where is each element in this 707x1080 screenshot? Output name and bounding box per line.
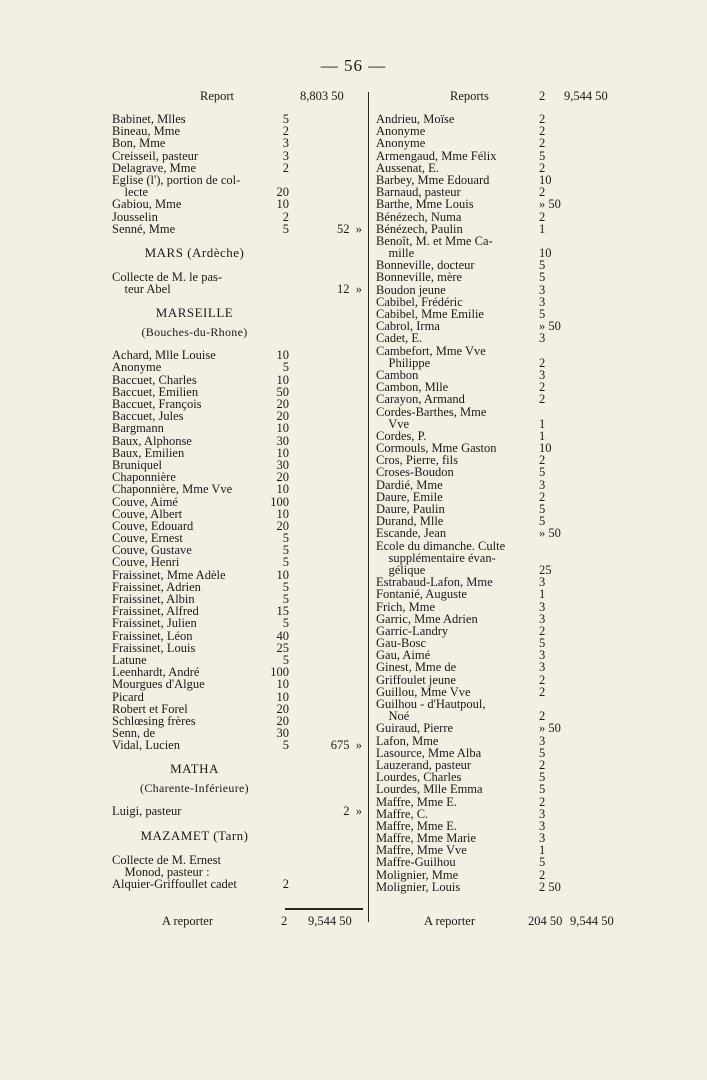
donation-amount: 3 [539,331,546,346]
donation-amount: 10 [276,421,289,436]
donation-amount: 2 [539,124,546,139]
donor-row [112,569,362,581]
donor-name: Escande, Jean [376,526,447,541]
donor-name: Maffre-Guilhou [376,855,456,870]
donation-amount: 2 [539,136,546,151]
donation-amount: 3 [539,733,546,748]
donor-name: Baccuet, Emilien [112,384,199,399]
donation-amount: 25 [276,640,289,655]
donor-row [112,617,362,629]
donor-name: Chaponnière [112,470,176,485]
donation-amount: 1 [539,843,546,858]
donor-row [376,406,571,418]
donation-amount: 3 [539,294,546,309]
donor-name: Bénézech, Numa [376,209,462,224]
donation-amount: 2 [539,453,546,468]
donation-amount: 2 [282,124,289,139]
donation-amount: 2 [539,185,546,200]
donor-name: Benoît, M. et Mme Ca- [376,233,493,248]
donation-amount: 100 [270,494,289,509]
donor-name: Aussenat, E. [376,160,439,175]
donor-name: Frich, Mme [376,599,436,614]
donation-amount: » 50 [539,526,561,541]
donor-name: supplémentaire évan- [376,550,496,565]
section-total: 12 » [337,282,362,297]
donation-amount: 3 [539,648,546,663]
donor-name: Gau-Bosc [376,636,426,651]
section-total: 2 » [343,804,362,819]
donation-amount: 1 [539,416,546,431]
donation-amount: 10 [539,246,552,261]
donation-amount: 2 [539,160,546,175]
donation-amount: 5 [282,531,289,546]
donor-name: Armengaud, Mme Félix [376,148,497,163]
donor-row [376,527,571,539]
donation-amount: 5 [539,502,546,516]
donation-amount: 10 [539,172,552,187]
donor-name: Barbey, Mme Edouard [376,172,490,187]
donor-row [376,601,571,613]
section-subtitle: (Charente-Inférieure) [140,781,249,796]
donor-name: Baccuet, François [112,397,202,411]
donation-amount: 5 [282,652,289,667]
donor-row [112,223,362,235]
donor-name: Achard, Mlle Louise [112,348,216,363]
donation-amount: 5 [539,745,546,760]
donor-name: Bonneville, docteur [376,258,475,273]
donor-name: Bargmann [112,421,164,436]
donation-amount: 10 [276,567,289,582]
donor-name: Barnaud, pasteur [376,185,461,200]
donor-name: Guilhou - d'Hautpoul, [376,697,486,711]
donor-name: Garric, Mme Adrien [376,611,478,626]
donor-name: Baux, Emilien [112,445,185,460]
donor-name: Cabibel, Frédéric [376,294,463,309]
donor-name: Lourdes, Mlle Emma [376,782,483,797]
left-header-label: Report [200,89,235,103]
donor-name: Fraissinet, Louis [112,640,196,655]
section-gap [112,751,362,759]
donor-name: Mourgues d'Algue [112,677,205,692]
donor-row [112,137,362,149]
donation-amount: 10 [276,506,289,521]
donor-name: Baux, Alphonse [112,433,192,448]
donor-row [376,198,571,210]
donor-row [112,174,362,186]
donor-name: Fraissinet, Albin [112,592,195,606]
donation-amount: 20 [276,518,289,533]
donation-amount: 2 [539,209,546,224]
donation-amount: 2 50 [539,879,561,894]
donation-amount: 3 [539,831,546,846]
section-gap [112,235,362,243]
donor-name: Fontanié, Auguste [376,587,467,602]
donor-name: Baccuet, Jules [112,409,184,424]
donation-amount: 2 [539,623,546,638]
donor-name: Griffoulet jeune [376,672,456,687]
section-gap [112,818,362,826]
donation-amount: 10 [276,197,289,212]
right-footer-total: 9,544 50 [570,914,614,928]
donor-row [376,735,571,747]
donation-amount: 5 [282,360,289,375]
donor-row [376,796,571,808]
donor-row [112,878,362,890]
page-number: — 56 — [320,56,387,75]
donor-name: Estrabaud-Lafon, Mme [376,575,493,590]
donation-amount: 1 [539,428,546,443]
donor-name: Fraissinet, Julien [112,616,197,631]
donor-name: Maffre, Mme E. [376,818,457,833]
donor-row [112,854,362,866]
donation-amount: 2 [539,380,546,395]
donor-name: Couve, Ernest [112,531,183,546]
donation-amount: 5 [539,782,546,797]
donor-name: Maffre, Mme Vve [376,843,467,858]
donation-amount: 5 [282,543,289,558]
donor-name: Schlœsing frères [112,713,196,728]
column-divider [368,92,369,922]
donation-amount: 3 [539,806,546,821]
donation-amount: » 50 [539,721,561,736]
donation-amount: 2 [539,672,546,687]
donor-name: Anonyme [376,136,426,151]
donor-name: Creisseil, pasteur [112,148,199,163]
donation-amount: 3 [539,477,546,492]
donation-amount: 3 [539,575,546,590]
donor-name: Babinet, Mlles [112,112,186,126]
donation-amount: 10 [276,689,289,704]
donation-amount: 5 [539,770,546,785]
donation-amount: 2 [539,794,546,809]
donor-name: Leenhardt, André [112,665,200,680]
donation-amount: 20 [276,713,289,728]
donor-name: Lauzerand, pasteur [376,757,472,772]
donor-row [112,496,362,508]
donation-amount: 10 [276,445,289,460]
donor-name: Latune [112,652,147,667]
donor-name: Anonyme [376,124,426,139]
left-header-total: 8,803 50 [300,89,344,103]
donation-amount: » 50 [539,319,561,334]
donor-name: Andrieu, Moïse [376,112,455,126]
donor-name: Jousselin [112,209,158,224]
donation-amount: 30 [276,726,289,741]
donation-amount: 3 [282,148,289,163]
donor-row [376,881,571,893]
donor-name: Eglise (l'), portion de col- [112,172,241,187]
donor-row [112,642,362,654]
donor-name: Cordes-Barthes, Mme [376,404,487,419]
donor-row [376,869,571,881]
section-title: MARS (Ardèche) [144,244,245,260]
donor-name: Cabibel, Mme Emilie [376,307,484,321]
donor-name: Noé [376,709,410,724]
donation-amount: 2 [539,867,546,882]
donation-amount: 5 [539,636,546,651]
donation-amount: 2 [282,160,289,175]
donor-row [112,283,362,295]
section-total: 52 » [337,221,362,236]
donation-amount: 5 [282,555,289,570]
donor-row [376,722,571,734]
donor-row [376,271,571,283]
section-total: 675 » [330,738,362,753]
donation-amount: 3 [539,367,546,382]
donor-row [376,332,571,344]
donor-name: Luigi, pasteur [112,804,182,819]
donor-name: Cambon, Mlle [376,380,449,395]
donation-amount: 2 [539,355,546,370]
section-title: MARSEILLE [155,305,234,321]
donor-name: Gau, Aimé [376,648,431,663]
donor-row [376,466,571,478]
donor-name: Maffre, C. [376,806,429,821]
donor-row [112,422,362,434]
donation-amount: » 50 [539,197,561,212]
donation-amount: 30 [276,433,289,448]
donation-amount: 5 [539,855,546,870]
donor-name: Lourdes, Charles [376,770,462,785]
donor-name: Senn, de [112,726,156,741]
donation-amount: 5 [539,307,546,321]
donor-name: Couve, Gustave [112,543,192,558]
donor-row [112,374,362,386]
donation-amount: 20 [276,470,289,485]
donation-amount: 3 [539,660,546,675]
donor-name: Cadet, E. [376,331,423,346]
donor-name: Baccuet, Charles [112,372,197,387]
donor-row [112,739,362,751]
donation-amount: 3 [282,136,289,151]
donation-amount: 20 [276,397,289,411]
donor-name: Daure, Paulin [376,502,445,516]
donor-row [112,435,362,447]
donor-name: Couve, Albert [112,506,183,521]
donor-name: Dardié, Mme [376,477,443,492]
donor-name: Chaponnière, Mme Vve [112,482,233,497]
donation-amount: 1 [539,221,546,236]
donor-row [112,678,362,690]
donor-name: Fraissinet, Léon [112,628,193,643]
donor-name: teur Abel [112,282,171,297]
donor-name: Gabiou, Mme [112,197,182,212]
donor-row [112,198,362,210]
donation-amount: 5 [539,465,546,480]
donor-row [112,361,362,373]
donation-amount: 10 [539,441,552,456]
donor-name: Bénézech, Paulin [376,221,463,236]
donation-amount: 20 [276,185,289,200]
donor-name: Cabrol, Irma [376,319,440,334]
total-rule [285,908,363,910]
donation-amount: 2 [539,392,546,407]
donation-amount: 2 [539,112,546,126]
left-footer-amount: 2 [281,914,288,928]
donor-name: Vve [376,416,410,431]
donor-name: Collecte de M. Ernest [112,852,221,867]
donor-name: Croses-Boudon [376,465,454,480]
donor-row [376,284,571,296]
donor-row [376,588,571,600]
donor-name: Cros, Pierre, fils [376,453,458,468]
donor-name: Boudon jeune [376,282,446,297]
donation-amount: 20 [276,409,289,424]
donor-row [112,150,362,162]
donor-name: Couve, Edouard [112,518,194,533]
donation-amount: 3 [539,818,546,833]
donor-name: Cordes, P. [376,428,427,443]
donor-name: Guiraud, Pierre [376,721,454,736]
section-subtitle: (Bouches-du-Rhone) [141,325,248,340]
donor-name: Garric-Landry [376,623,449,638]
donor-row [376,479,571,491]
donation-amount: 20 [276,701,289,716]
donor-row [112,556,362,568]
donor-name: Lafon, Mme [376,733,439,748]
right-header-amount: 2 [539,89,546,103]
donor-name: Couve, Aimé [112,494,178,509]
donor-row [376,661,571,673]
left-footer-label: A reporter [162,914,214,928]
donor-name: Molignier, Mme [376,867,459,882]
donor-row [376,856,571,868]
donor-row [376,393,571,405]
right-header-total: 9,544 50 [564,89,608,103]
donation-amount: 10 [276,348,289,363]
donor-name: Robert et Forel [112,701,188,716]
right-column [376,113,571,893]
donation-amount: 10 [276,482,289,497]
donation-amount: 5 [282,221,289,236]
donor-name: gélique [376,562,426,577]
donor-name: Ecole du dimanche. Culte [376,538,506,553]
donor-name: Ginest, Mme de [376,660,457,675]
donor-name: Senné, Mme [112,221,176,236]
donor-name: Anonyme [112,360,162,375]
donation-amount: 100 [270,665,289,680]
donor-name: Collecte de M. le pas- [112,269,223,284]
donation-amount: 10 [276,372,289,387]
donor-name: Picard [112,689,144,704]
donation-amount: 40 [276,628,289,643]
left-footer-total: 9,544 50 [308,914,352,928]
donor-name: Maffre, Mme E. [376,794,457,809]
donor-name: Maffre, Mme Marie [376,831,477,846]
donation-amount: 2 [539,709,546,724]
right-footer-amount: 204 50 [528,914,563,928]
donor-name: Cambon [376,367,419,382]
donation-amount: 5 [282,738,289,753]
donor-name: Barthe, Mme Louis [376,197,474,212]
donation-amount: 2 [282,877,289,891]
donor-row [376,540,571,552]
donor-name: Daure, Emile [376,489,443,504]
donor-name: lecte [112,185,149,200]
donor-name: Monod, pasteur : [112,864,210,879]
donor-row [376,345,571,357]
donation-amount: 2 [282,209,289,224]
donation-amount: 5 [282,616,289,631]
donation-amount: 3 [539,611,546,626]
donor-row [112,211,362,223]
donor-name: Bruniquel [112,457,162,472]
right-footer-label: A reporter [424,914,476,928]
donor-row [376,783,571,795]
right-header-label: Reports [450,89,489,103]
donor-name: Delagrave, Mme [112,160,196,175]
donor-name: Alquier-Griffoullet cadet [112,877,237,891]
left-column [112,113,362,890]
donation-amount: 15 [276,604,289,619]
donor-name: Bon, Mme [112,136,166,151]
donor-row [376,674,571,686]
donor-row [112,630,362,642]
donor-name: Carayon, Armand [376,392,465,407]
donation-amount: 25 [539,562,552,577]
section-title: MAZAMET (Tarn) [140,827,249,843]
donor-name: Fraissinet, Adrien [112,579,201,594]
donation-amount: 3 [539,599,546,614]
donor-name: Philippe [376,355,431,370]
donation-amount: 2 [539,489,546,504]
donor-row [376,211,571,223]
donor-name: Vidal, Lucien [112,738,180,753]
donor-row [112,805,362,817]
donor-name: Cormouls, Mme Gaston [376,441,497,456]
donor-name: Fraissinet, Alfred [112,604,199,619]
donor-name: Bineau, Mme [112,124,181,139]
donor-name: Fraissinet, Mme Adèle [112,567,226,582]
donor-row [112,483,362,495]
donor-name: Durand, Mlle [376,514,444,529]
donor-name: mille [376,246,415,261]
donor-name: Lasource, Mme Alba [376,745,482,760]
donor-row [376,150,571,162]
donation-amount: 5 [282,579,289,594]
donation-amount: 5 [539,258,546,273]
donor-row [112,691,362,703]
donation-amount: 5 [539,514,546,529]
donation-amount: 5 [282,112,289,126]
donor-row [376,137,571,149]
donation-amount: 30 [276,457,289,472]
section-gap [112,295,362,303]
donor-name: Cambefort, Mme Vve [376,343,486,358]
donation-amount: 2 [539,757,546,772]
donor-name: Couve, Henri [112,555,180,570]
donor-name: Molignier, Louis [376,879,461,894]
donor-name: Bonneville, mère [376,270,463,285]
donation-amount: 5 [282,592,289,606]
donor-name: Guillou, Mme Vve [376,684,471,699]
donation-amount: 5 [539,148,546,163]
section-title: MATHA [170,761,219,777]
donation-amount: 1 [539,587,546,602]
donation-amount: 2 [539,684,546,699]
donation-amount: 3 [539,282,546,297]
donation-amount: 5 [539,270,546,285]
donation-amount: 10 [276,677,289,692]
donation-amount: 50 [276,384,289,399]
